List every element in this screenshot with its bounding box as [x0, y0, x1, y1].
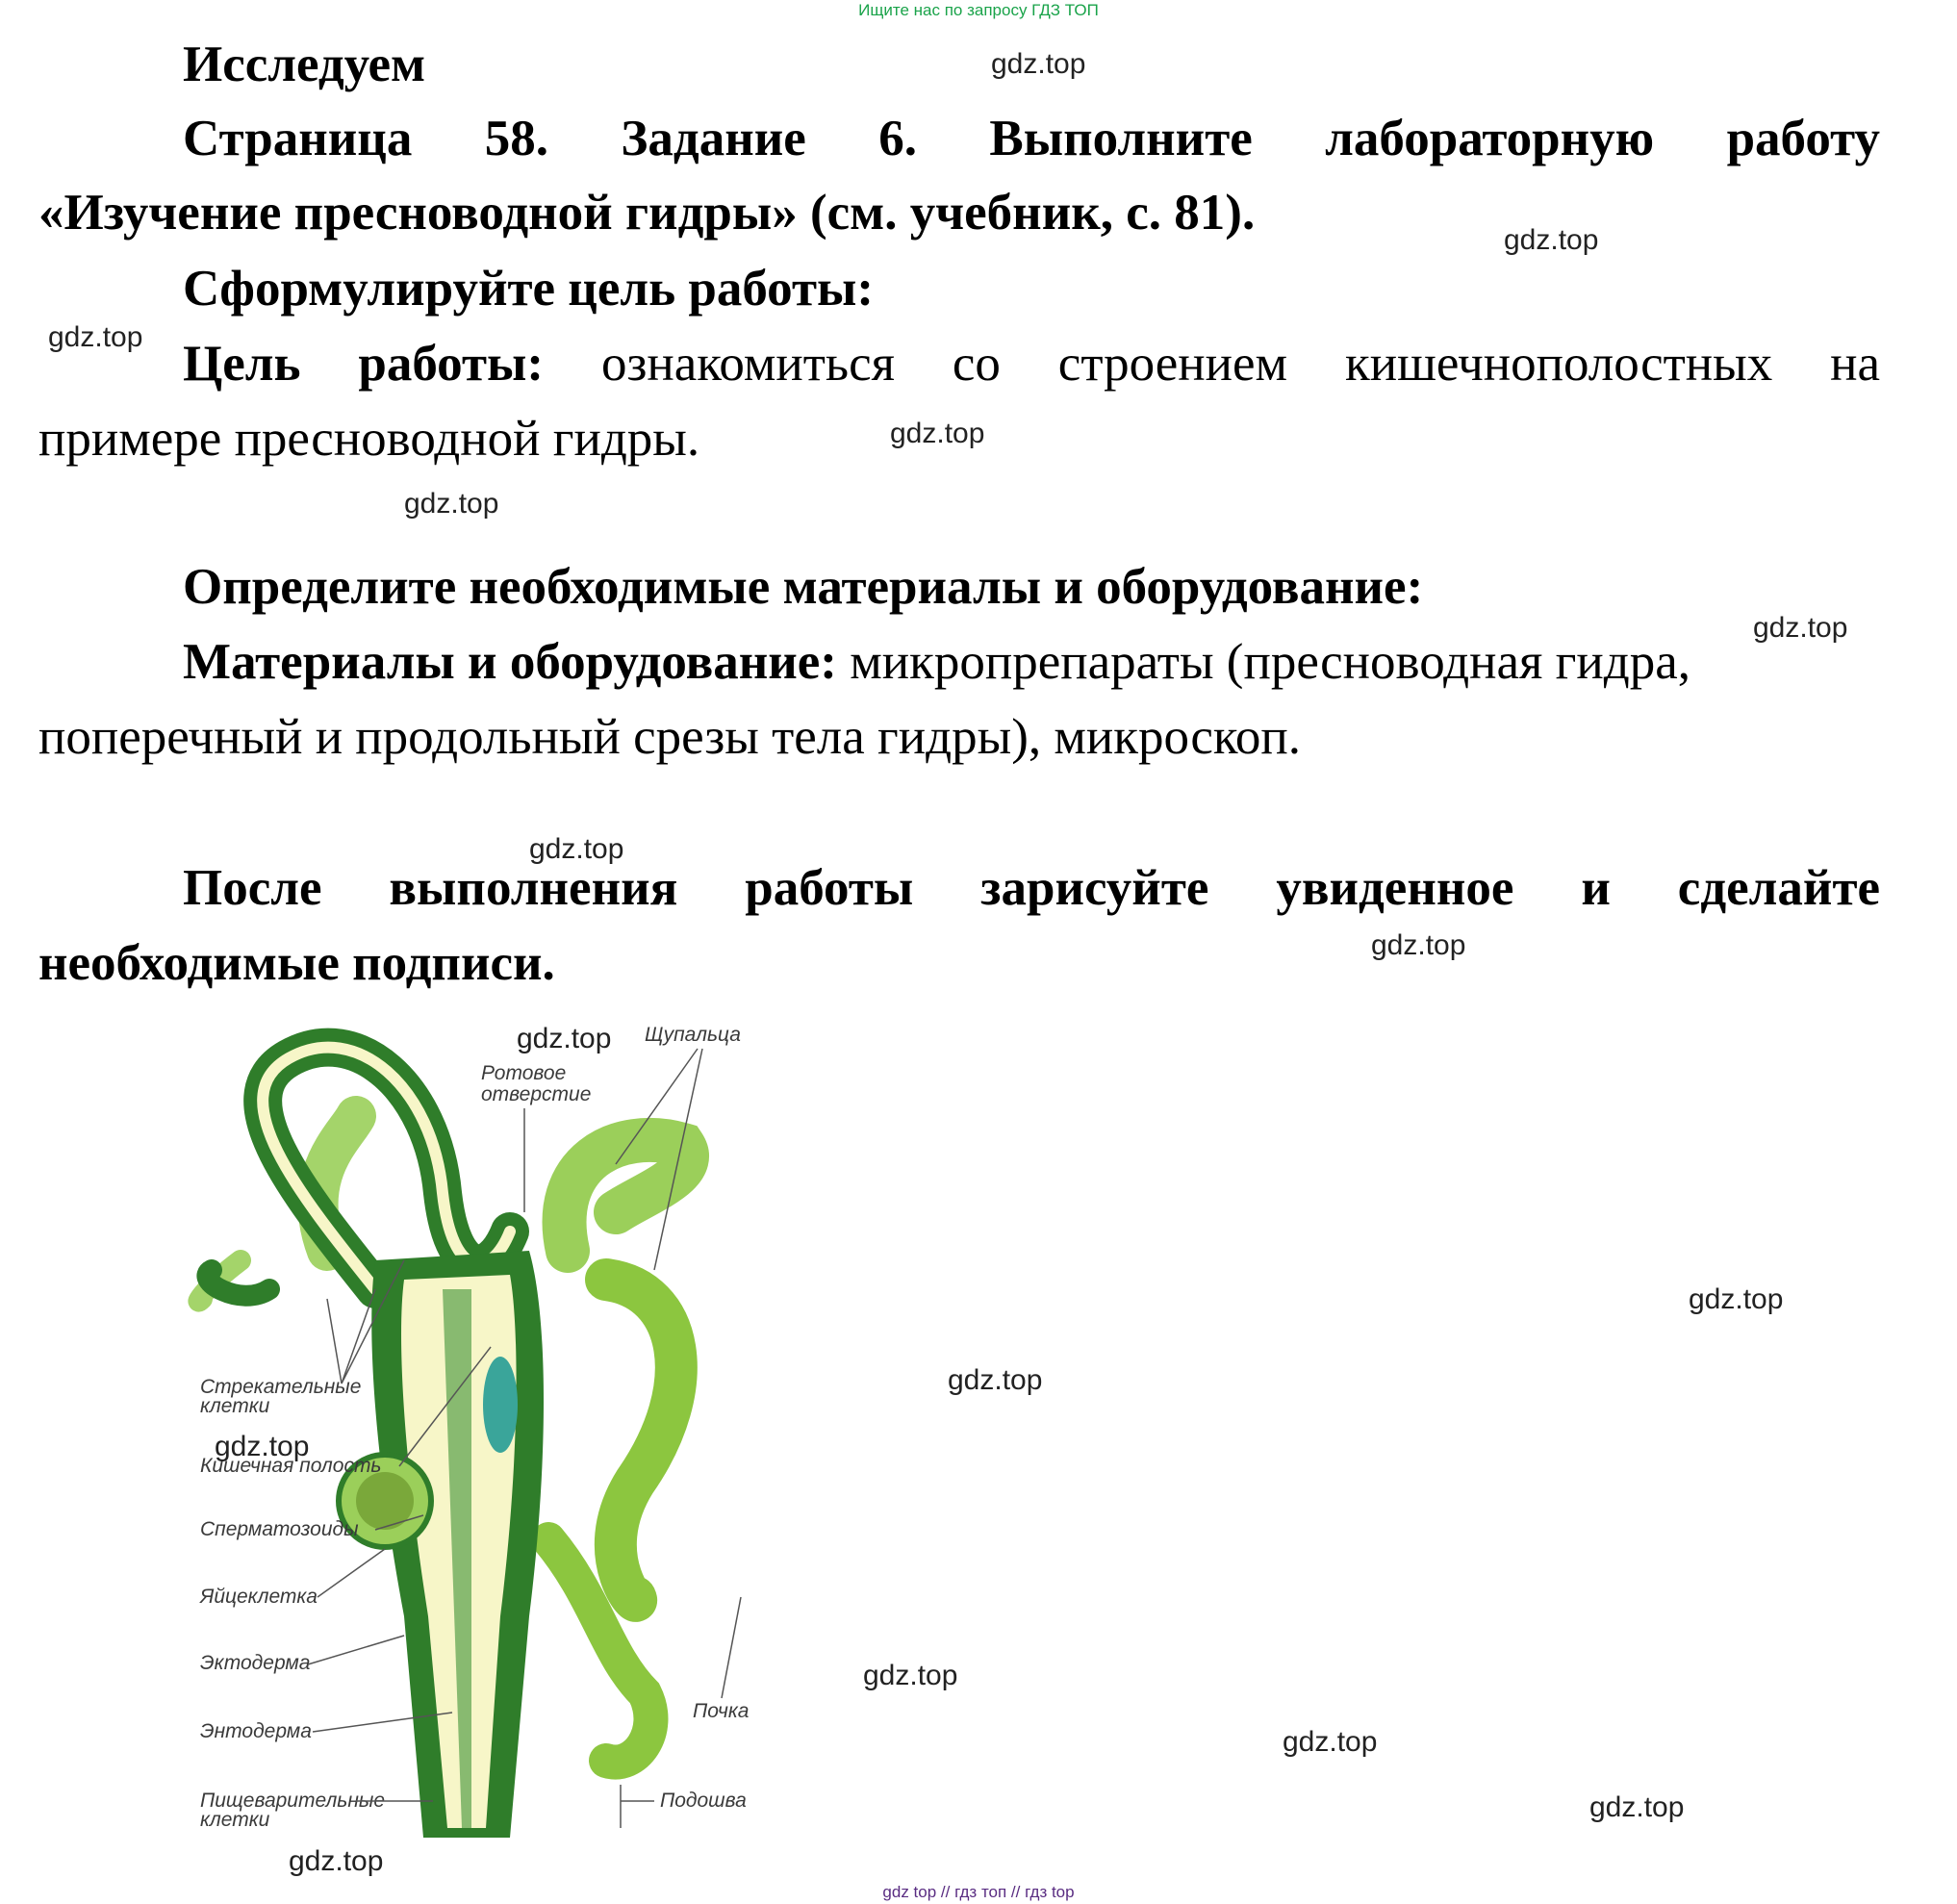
watermark: gdz.top — [1504, 224, 1599, 256]
label-bud: Почка — [693, 1700, 750, 1722]
goal-line-2: примере пресноводной гидры. — [38, 411, 700, 467]
watermark: gdz.top — [1689, 1283, 1784, 1315]
drawing-prompt-1: После выполнения работы зарисуйте увиденное и сделайте — [183, 860, 1880, 916]
goal-text-1: ознакомиться со строением кишечнополостных на — [600, 336, 1881, 392]
watermark: gdz.top — [404, 488, 499, 520]
watermark: gdz.top — [1283, 1726, 1378, 1758]
goal-label: Цель работы: — [183, 336, 545, 392]
task-line-1: Страница 58. Задание 6. Выполните лабораторную работу — [183, 111, 1880, 166]
watermark: gdz.top — [48, 321, 143, 353]
hydra-illustration — [183, 1001, 760, 1857]
label-sole: Подошва — [660, 1790, 747, 1812]
label-tentacles: Щупальца — [645, 1024, 741, 1046]
watermark: gdz.top — [517, 1023, 612, 1054]
top-banner: Ищите нас по запросу ГДЗ ТОП — [858, 1, 1099, 19]
materials-label: Материалы и оборудование: — [183, 634, 837, 690]
label-endoderm: Энтодерма — [200, 1720, 312, 1742]
watermark: gdz.top — [991, 48, 1086, 80]
materials-prompt: Определите необходимые материалы и оборудование: — [183, 559, 1424, 615]
label-stinging-1: Стрекательные — [200, 1376, 362, 1398]
drawing-prompt-2: необходимые подписи. — [38, 935, 555, 991]
materials-text-1: микропрепараты (пресноводная гидра, — [850, 634, 1691, 690]
sperm-cluster — [483, 1357, 518, 1453]
label-stinging-2: клетки — [200, 1395, 270, 1417]
watermark: gdz.top — [529, 833, 624, 865]
label-mouth-1: Ротовое — [481, 1062, 567, 1084]
goal-prompt: Сформулируйте цель работы: — [183, 261, 875, 317]
watermark: gdz.top — [890, 418, 985, 449]
label-mouth-2: отверстие — [481, 1083, 592, 1105]
watermark: gdz.top — [863, 1660, 958, 1691]
watermark: gdz.top — [289, 1845, 384, 1877]
label-digestive-1: Пищеварительные — [200, 1790, 386, 1812]
materials-line-1 — [183, 631, 1880, 693]
tentacle-back-right — [565, 1140, 687, 1251]
watermark: gdz.top — [1753, 612, 1848, 644]
goal-line-1 — [183, 333, 1880, 394]
footer: gdz top // гдз топ // гдз top — [882, 1883, 1075, 1901]
watermark: gdz.top — [1589, 1791, 1685, 1823]
section-heading: Исследуем — [183, 37, 426, 92]
watermark: gdz.top — [215, 1431, 310, 1462]
watermark: gdz.top — [948, 1364, 1043, 1396]
label-ectoderm: Эктодерма — [200, 1652, 311, 1674]
tentacle-right — [606, 1280, 676, 1601]
task-line-2: «Изучение пресноводной гидры» (см. учебник, с. 81). — [38, 185, 1256, 241]
hydra-diagram — [183, 1001, 760, 1857]
label-gut: Кишечная полость — [200, 1455, 382, 1477]
label-sperm: Сперматозоиды — [200, 1518, 359, 1540]
label-digestive-2: клетки — [200, 1809, 270, 1831]
label-egg: Яйцеклетка — [200, 1586, 318, 1608]
tentacle-main — [263, 1048, 510, 1289]
watermark: gdz.top — [1371, 929, 1466, 961]
materials-line-2: поперечный и продольный срезы тела гидры), микроскоп. — [38, 709, 1302, 765]
